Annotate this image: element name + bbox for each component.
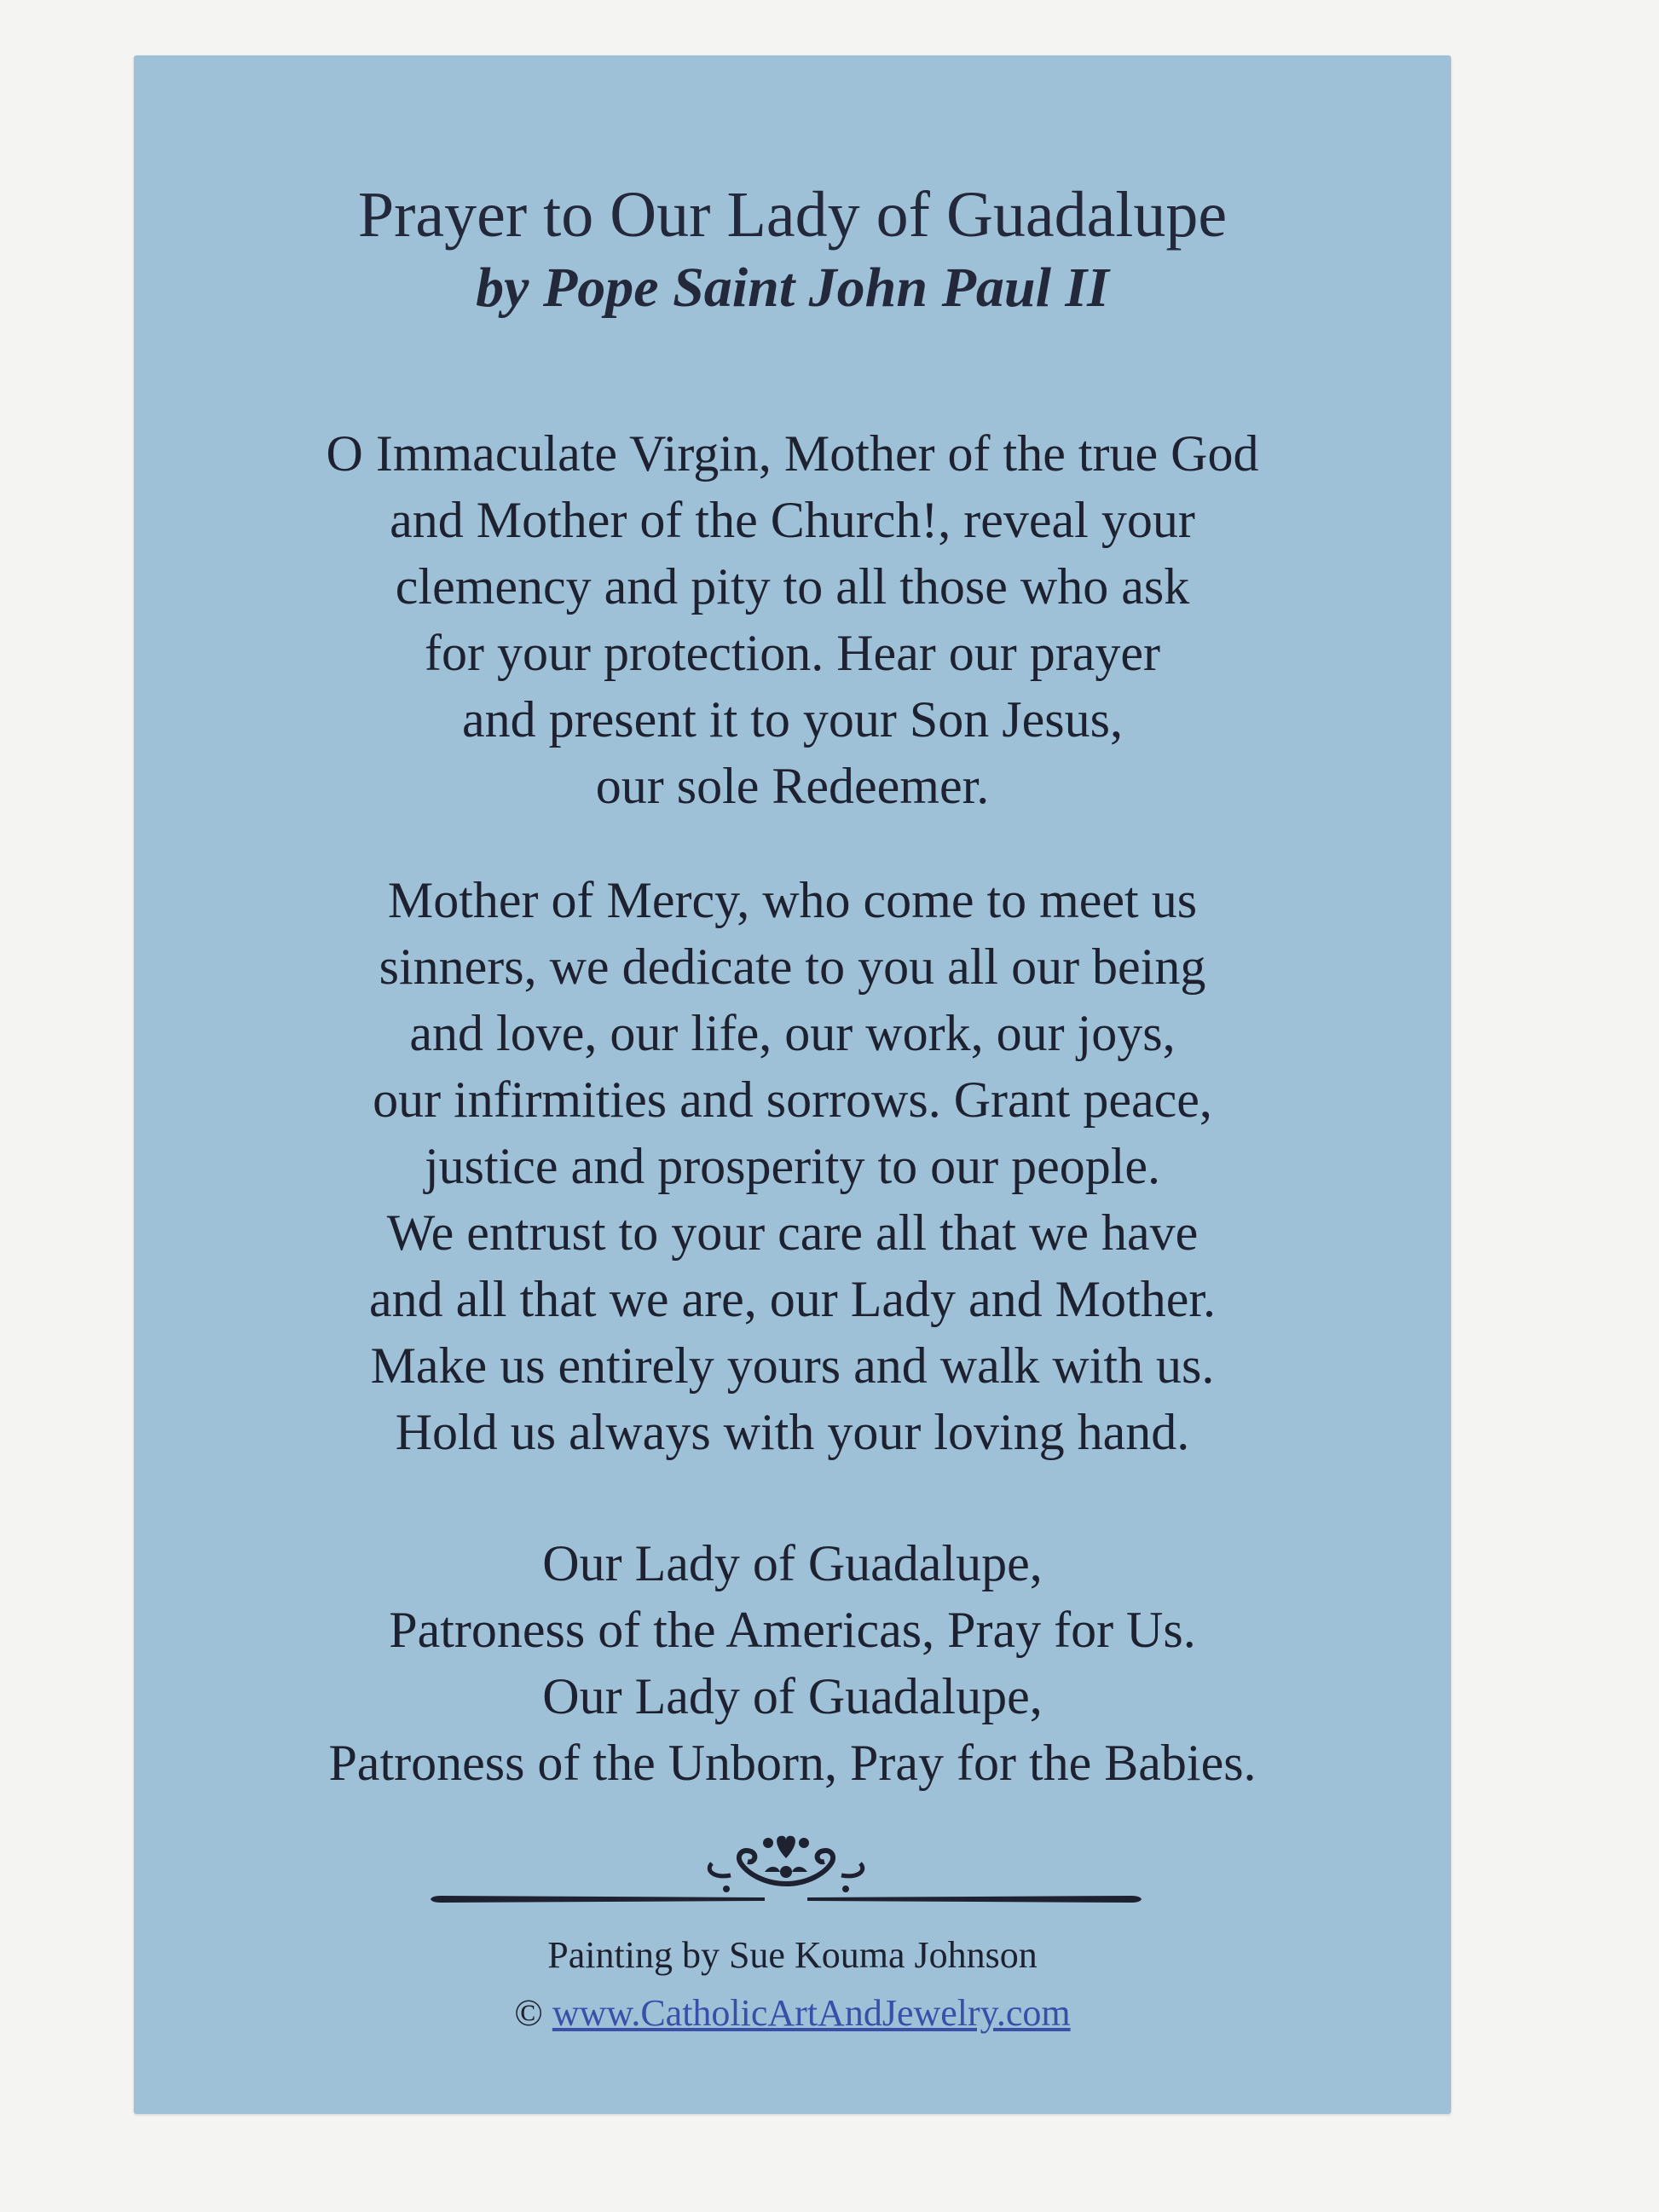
prayer-line: O Immaculate Virgin, Mother of the true God	[326, 425, 1259, 482]
invocation-paragraph	[134, 1530, 1451, 1796]
prayer-paragraph-1	[134, 420, 1451, 819]
prayer-line: sinners, we dedicate to you all our being	[379, 939, 1206, 995]
copyright-line	[134, 1989, 1451, 2037]
invocation-line: Patroness of the Unborn, Pray for the Babies.	[328, 1735, 1257, 1791]
painting-credit: Painting by Sue Kouma Johnson	[547, 1934, 1038, 1976]
prayer-line: our infirmities and sorrows. Grant peace,	[373, 1071, 1212, 1128]
scroll-flourish-divider-icon	[424, 1824, 1148, 1918]
website-link[interactable]: www.CatholicArtAndJewelry.com	[552, 1992, 1071, 2034]
prayer-line: We entrust to your care all that we have	[386, 1204, 1199, 1261]
prayer-line: our sole Redeemer.	[595, 758, 990, 814]
prayer-line: and Mother of the Church!, reveal your	[390, 492, 1195, 548]
copyright-icon: ©	[514, 1992, 543, 2034]
prayer-line: and love, our life, our work, our joys,	[409, 1005, 1176, 1061]
prayer-line: for your protection. Hear our prayer	[425, 625, 1160, 681]
prayer-line: Mother of Mercy, who come to meet us	[387, 872, 1198, 928]
prayer-card	[134, 55, 1451, 2114]
prayer-line: and all that we are, our Lady and Mother.	[369, 1271, 1216, 1327]
prayer-line: Hold us always with your loving hand.	[395, 1404, 1190, 1460]
prayer-line: Make us entirely yours and walk with us.	[370, 1337, 1215, 1394]
invocation-line: Patroness of the Americas, Pray for Us.	[389, 1602, 1196, 1658]
prayer-title: Prayer to Our Lady of Guadalupe	[357, 179, 1228, 251]
invocation-line: Our Lady of Guadalupe,	[542, 1668, 1043, 1724]
prayer-line: and present it to your Son Jesus,	[462, 691, 1123, 748]
prayer-line: clemency and pity to all those who ask	[395, 558, 1190, 615]
prayer-paragraph-2	[134, 867, 1451, 1465]
prayer-author: by Pope Saint John Paul II	[476, 257, 1109, 319]
prayer-line: justice and prosperity to our people.	[424, 1138, 1161, 1194]
invocation-line: Our Lady of Guadalupe,	[542, 1535, 1043, 1591]
